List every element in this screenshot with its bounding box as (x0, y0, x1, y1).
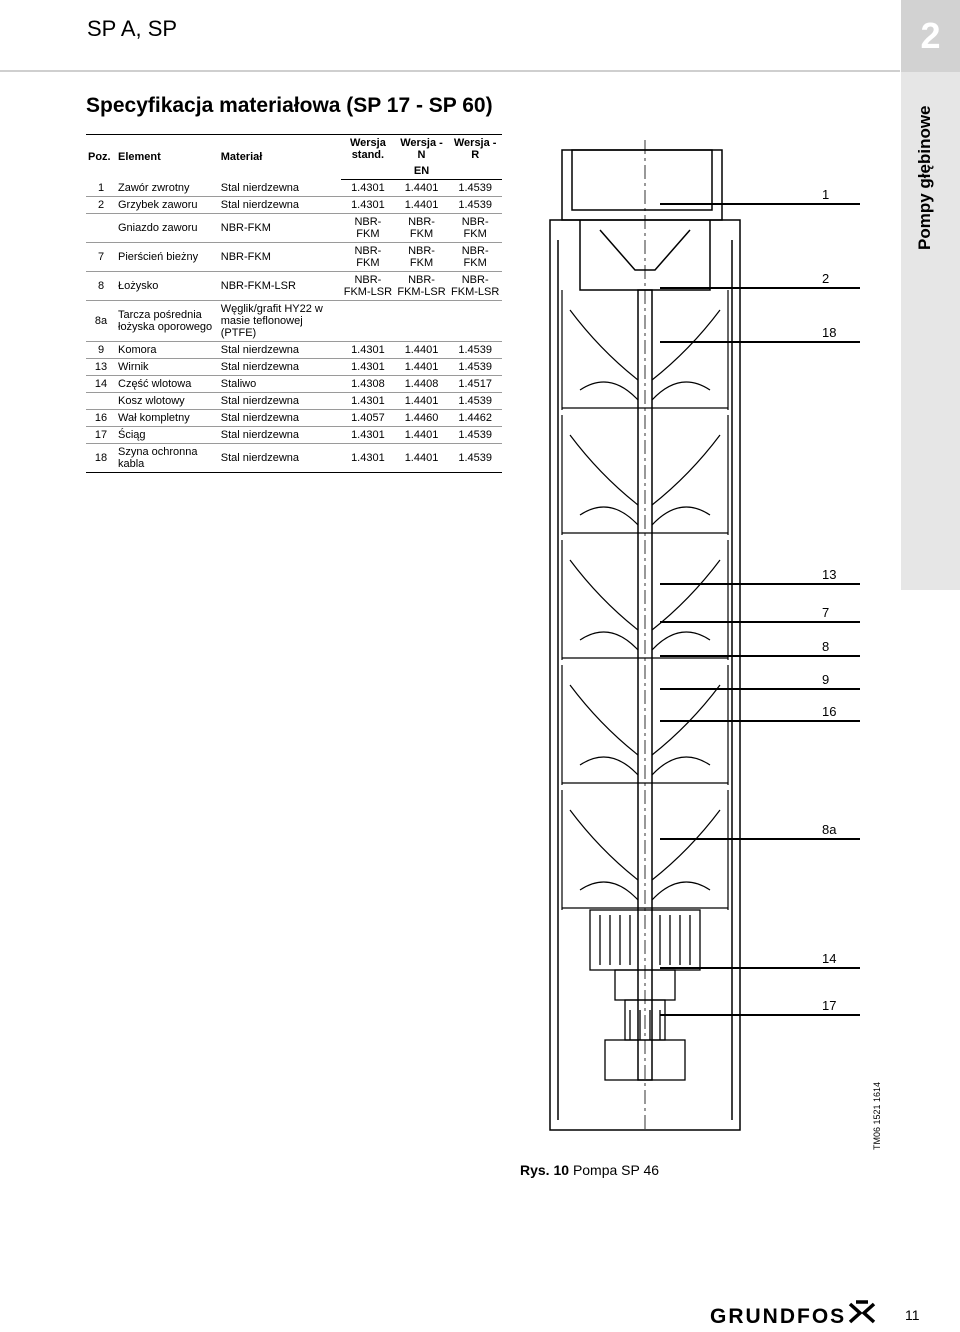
cell-element: Łożysko (118, 280, 159, 292)
cell-version-n: 1.4401 (404, 199, 439, 211)
cell-version-r: NBR-FKM (461, 245, 489, 269)
cell-poz: 8a (94, 315, 108, 327)
cell-version-r: 1.4539 (458, 361, 492, 373)
cell-element: Komora (118, 344, 157, 356)
cell-standard: 1.4301 (351, 199, 385, 211)
cell-standard: 1.4308 (351, 378, 385, 390)
cell-version-n: 1.4401 (404, 395, 439, 407)
cell-element: Część wlotowa (118, 378, 192, 390)
cell-poz (86, 214, 116, 243)
cell-element: Wał kompletny (118, 412, 190, 424)
chapter-tab (901, 0, 960, 590)
callout-label: 7 (822, 605, 830, 620)
callout-line (660, 287, 860, 289)
table-row (86, 243, 502, 272)
table-row (86, 376, 502, 393)
cell-element: Zawór zwrotny (118, 181, 190, 194)
callout-label: 16 (822, 704, 837, 719)
col-header-material: Materiał (219, 135, 341, 180)
cell-material: Węglik/grafit HY22 w masie teflonowej (PTFE) (220, 303, 323, 339)
col-header-element: Element (116, 135, 219, 180)
cell-version-n: NBR-FKM-LSR (397, 274, 446, 298)
cell-material: Stal nierdzewna (220, 181, 300, 194)
col-header-standard: Wersja stand. (341, 135, 395, 164)
cell-standard: NBR-FKM (354, 245, 382, 269)
callout-label: 1 (822, 187, 830, 202)
callout-line (660, 583, 860, 585)
cell-poz: 18 (94, 452, 108, 464)
callout-line (660, 720, 860, 722)
table-row (86, 197, 502, 214)
cell-version-n: 1.4401 (404, 429, 439, 441)
cell-material: Stal nierdzewna (220, 429, 300, 441)
cell-version-r: NBR-FKM (461, 216, 489, 240)
cell-material: Staliwo (220, 378, 257, 390)
cell-material: NBR-FKM-LSR (220, 280, 296, 292)
figure-ref: Rys. 10 (520, 1162, 570, 1178)
cell-poz: 8 (97, 280, 105, 292)
cell-standard: 1.4301 (351, 452, 385, 464)
cell-standard: 1.4057 (351, 412, 385, 424)
cell-element: Grzybek zaworu (118, 199, 198, 211)
chapter-label: Pompy głębinowe (915, 105, 934, 250)
cell-material: Stal nierdzewna (220, 344, 300, 356)
cell-material: Stal nierdzewna (220, 452, 300, 464)
cell-version-r: 1.4539 (458, 429, 492, 441)
table-row (86, 214, 502, 243)
cell-version-r: 1.4539 (458, 344, 492, 356)
cell-poz: 16 (94, 412, 108, 424)
cell-element: Wirnik (118, 361, 149, 373)
cell-material: Stal nierdzewna (220, 199, 300, 211)
callout-line (660, 838, 860, 840)
cell-version-n: 1.4401 (404, 452, 439, 464)
section-title: Specyfikacja materiałowa (SP 17 - SP 60) (86, 94, 493, 117)
callout-line (660, 1014, 860, 1016)
drawing-code: TM06 1521 1614 (872, 1081, 882, 1150)
cell-element: Szyna ochronna kabla (118, 446, 198, 470)
cell-poz: 9 (97, 344, 105, 356)
cell-element: Ściąg (118, 429, 146, 441)
cell-element: Tarcza pośrednia łożyska oporowego (118, 309, 213, 333)
figure-title: Pompa SP 46 (572, 1162, 660, 1178)
cell-version-n: NBR-FKM (408, 216, 435, 240)
cell-version-n: NBR-FKM (408, 245, 435, 269)
table-row (86, 359, 502, 376)
cell-version-n (395, 301, 449, 342)
cell-version-r: 1.4517 (458, 378, 492, 390)
callout-label: 18 (822, 325, 837, 340)
figure-caption (520, 1162, 659, 1178)
callout-label: 8a (822, 822, 837, 837)
header-title: SP A, SP (87, 16, 178, 41)
cell-material: Stal nierdzewna (220, 361, 300, 373)
cell-standard: NBR-FKM-LSR (343, 274, 393, 298)
table-row (86, 272, 502, 301)
cell-version-r: 1.4539 (458, 452, 492, 464)
table-row (86, 393, 502, 410)
cell-version-r: 1.4539 (458, 182, 492, 194)
cell-standard: 1.4301 (351, 182, 385, 194)
cell-standard: 1.4301 (351, 429, 385, 441)
callout-line (660, 967, 860, 969)
cell-poz: 14 (94, 378, 108, 390)
callout-line (660, 688, 860, 690)
callout-label: 2 (822, 271, 830, 286)
cell-standard: 1.4301 (351, 344, 385, 356)
callout-line (660, 341, 860, 343)
col-header-poz: Poz. (86, 135, 116, 180)
col-header-r: Wersja -R (448, 135, 502, 164)
chapter-number: 2 (901, 0, 960, 72)
table-row (86, 301, 502, 342)
cell-version-n: 1.4401 (404, 361, 439, 373)
cell-version-r: 1.4462 (458, 412, 492, 424)
cell-version-r: 1.4539 (458, 199, 492, 211)
cell-material: Stal nierdzewna (220, 412, 300, 424)
callout-line (660, 203, 860, 205)
callout-label: 9 (822, 672, 830, 687)
cell-standard: 1.4301 (351, 361, 385, 373)
callout-line (660, 655, 860, 657)
cell-version-r (448, 301, 502, 342)
material-spec-table (86, 134, 502, 473)
cell-poz: 13 (94, 361, 108, 373)
grundfos-logo-mark-icon (848, 1300, 876, 1326)
page-header (0, 0, 900, 60)
col-header-n: Wersja -N (395, 135, 449, 164)
cell-poz: 17 (94, 429, 108, 441)
cell-standard: NBR-FKM (354, 216, 382, 240)
cell-version-n: 1.4401 (404, 182, 439, 194)
cell-element: Kosz wlotowy (118, 395, 185, 407)
callout-label: 13 (822, 567, 837, 582)
cell-element: Gniazdo zaworu (118, 222, 198, 234)
col-header-en: EN (341, 163, 502, 180)
callout-line (660, 621, 860, 623)
callout-label: 8 (822, 639, 830, 654)
cell-version-n: 1.4460 (404, 412, 439, 424)
cell-poz: 1 (97, 181, 105, 194)
table-row (86, 410, 502, 427)
pump-cross-section-drawing (540, 140, 750, 1140)
grundfos-logo: GRUNDFOS (710, 1305, 847, 1328)
cell-material: Stal nierdzewna (220, 395, 300, 407)
table-row (86, 180, 502, 197)
cell-version-r: 1.4539 (458, 395, 492, 407)
header-divider (0, 70, 900, 72)
page-number: 11 (905, 1307, 920, 1323)
callout-label: 14 (822, 951, 837, 966)
cell-standard (341, 301, 395, 342)
cell-material: NBR-FKM (220, 251, 271, 263)
cell-element: Pierścień bieżny (118, 251, 199, 263)
cell-poz: 7 (97, 251, 105, 263)
cell-version-r: NBR-FKM-LSR (451, 274, 500, 298)
cell-poz (86, 393, 116, 410)
cell-version-n: 1.4401 (404, 344, 439, 356)
table-row (86, 444, 502, 473)
callout-label: 17 (822, 998, 837, 1013)
cell-standard: 1.4301 (351, 395, 385, 407)
cell-version-n: 1.4408 (404, 378, 439, 390)
cell-poz: 2 (97, 199, 105, 211)
table-row (86, 342, 502, 359)
table-row (86, 427, 502, 444)
cell-material: NBR-FKM (220, 222, 271, 234)
